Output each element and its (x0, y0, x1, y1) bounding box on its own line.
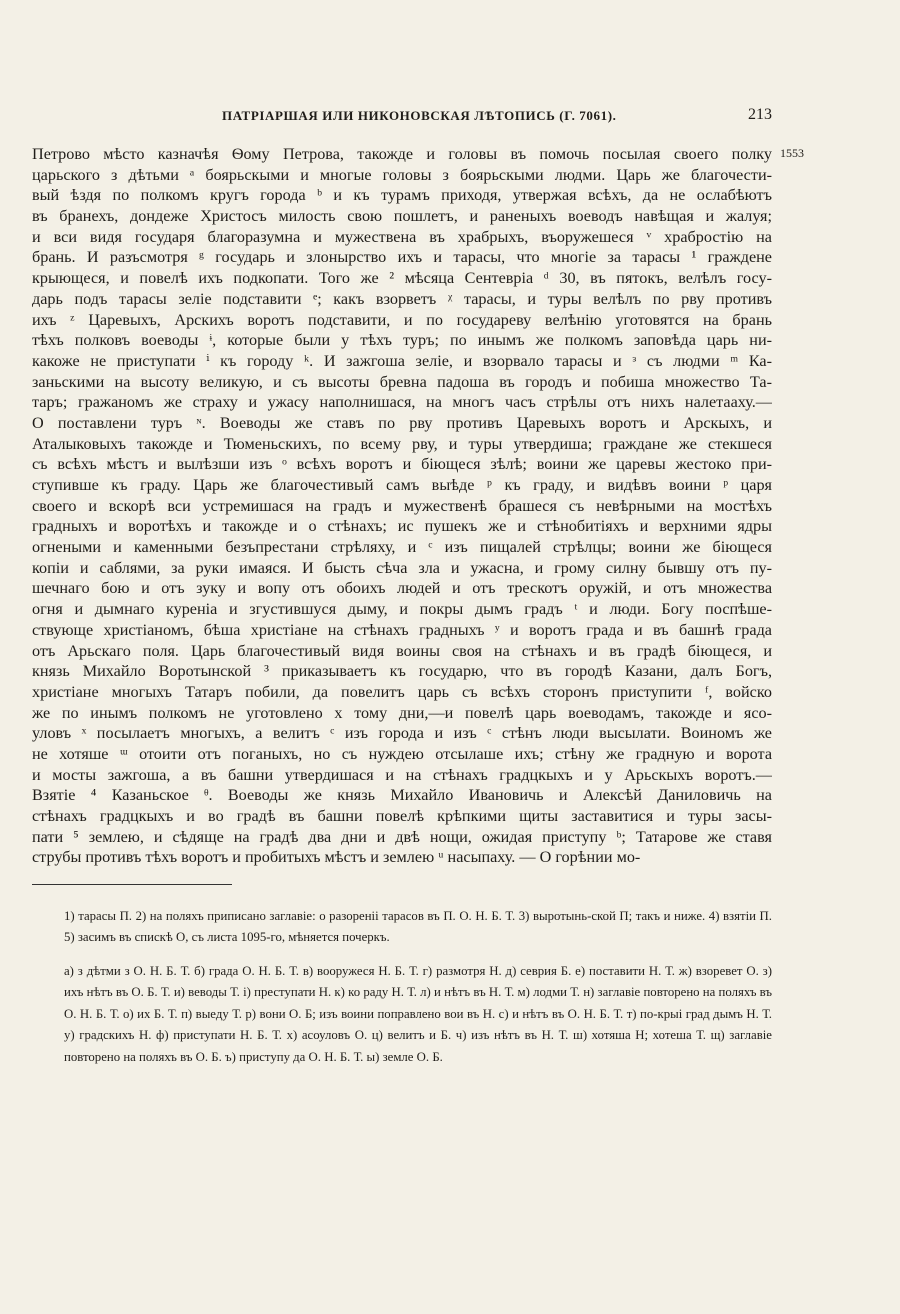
text-line: ствующе христіаномъ, бѣша христіане на стѣнахъ градныхъ ʸ и воротъ града и въ башнѣ града (32, 620, 772, 639)
text-line: О поставлени туръ ᶰ. Воеводы же ставъ по рву противъ Царевыхъ воротъ и Арскыхъ, и (32, 413, 772, 432)
text-line: христіане многыхъ Татаръ побили, да повелитъ царь съ всѣхъ сторонъ приступити ᶠ, войско (32, 682, 772, 701)
text-line: струбы противъ тѣхъ воротъ и пробитыхъ мѣстъ и землею ᵘ насыпаху. — О горѣнии мо- (32, 848, 641, 867)
variant-readings (64, 961, 772, 1068)
text-line: и мосты зажгоша, а въ башни утвердишася и на стѣнахъ градцкыхъ и у Арьскыхъ воротъ.— (32, 765, 772, 784)
text-line: ихъ ᶻ Царевыхъ, Арскихъ воротъ подставити, и по государеву велѣнію уготовятся на брань (32, 310, 772, 329)
text-line: князь Михайло Воротынской ³ приказываетъ къ государю, что въ городѣ Казани, далъ Богъ, (32, 662, 772, 681)
running-title: ПАТРІАРШАЯ ИЛИ НИКОНОВСКАЯ ЛѢТОПИСЬ (Г. 7061). (222, 108, 617, 123)
text-line: ступивше къ граду. Царь же благочестивый самъ выѣде ᵖ къ граду, и видѣвъ воини ᵖ царя (32, 476, 772, 494)
variants-text: а) з дѣтми з О. Н. Б. Т. б) града О. Н. Б. Т. в) вооружеся Н. Б. Т. г) размотря Н. д) севрия Б. е) поставити Н. Т. ж) взоревет О. з) ихъ нѣтъ въ О. Б. Т. и) веводы Т. і) преступати Н. к) ко раду Н. Т. л) и нѣтъ въ Н. Т. м) лодми Т. н) заглавіе повторено на поляхъ въ О. Н. Б. Т. о) их Б. Т. п) выеду Т. р) вони О. Б; изъ воини поправлено вои въ Н. с) и нѣтъ въ О. Н. Б. Т. т) по-крыі град дымъ Н. Т. у) градскихъ Н. ф) приступати Н. Б. Т. х) асоуловъ О. ц) велитъ и Б. ч) изъ нѣтъ въ Н. Т. ш) хотяша Н; хотеша Т. щ) заглавіе повторено на поляхъ въ О. Б. ъ) приступу да О. Н. Б. Т. ы) земле О. Б. (64, 964, 772, 1064)
page-header (32, 104, 772, 128)
margin-year: 1553 (780, 146, 804, 160)
text-line: царьского з дѣтьми ᵃ боярьскыми и многые головы з боярьскыми людми. Царь же благочести- (32, 165, 772, 184)
text-line: Взятіе ⁴ Казаньское ᶿ. Воеводы же князь Михайло Ивановичь и Алексѣй Даниловичь на (32, 786, 772, 805)
text-line: не хотяше ᵚ отоити отъ поганыхъ, но съ нуждею отсылаше ихъ; стѣну же градную и ворота (32, 744, 772, 763)
footnote-rule (32, 884, 232, 885)
text-line: съ всѣхъ мѣстъ и вылѣзши изъ ᵒ всѣхъ воротъ и біющеся зѣлѣ; воини же царевы жестоко при- (32, 455, 772, 474)
text-line: градныхъ и воротѣхъ и такожде и о стѣнахъ; ис пушекъ же и стѣнобитіяхъ и верхними ядры (32, 517, 772, 536)
text-line: огня и дымнаго куреніа и згустившуся дыму, и покры дымъ градъ ᵗ и люди. Богу поспѣше- (32, 600, 772, 619)
page-number: 213 (748, 106, 772, 123)
text-line: копіи и саблями, за руки имаяся. И бысть сѣча зла и ужасна, и грому силну бывшу отъ пу- (32, 558, 772, 577)
text-line: отъ Арьскаго поля. Царь благочестивый видя воины своя на стѣнахъ и въ градѣ біющеся, и (32, 641, 772, 660)
text-line: дарь подъ тарасы зеліе подставити ᵉ; какъ взорветъ ᵡ тарасы, и туры велѣлъ по рву противъ (32, 289, 772, 308)
text-line: крыющеся, и повелѣ ихъ подкопати. Того же ² мѣсяца Сентевріа ᵈ 30, въ пятокъ, велѣлъ госу- (32, 269, 772, 288)
text-line: стѣнахъ градцкыхъ и во градѣ въ башни повелѣ крѣпкими щиты заставитися и туры засы- (32, 807, 772, 825)
text-line: пати ⁵ землею, и сѣдяще на градѣ два дни и двѣ нощи, ожидая приступу ᵇ; Татарове же ставя (32, 827, 772, 846)
text-line: брань. И разъсмотря ᵍ государь и злонырство ихъ и тарасы, что многіе за тарасы ¹ граждене (32, 248, 772, 267)
text-line: же по инымъ полкомъ не уготовлено х тому дни,—и повелѣ царь воеводамъ, такожде и ясо- (32, 703, 772, 722)
footnotes (64, 906, 772, 948)
text-line: въ бранехъ, дондеже Христосъ милость свою пошлетъ, и раненыхъ воеводъ навѣщая и жалуя; (32, 207, 772, 226)
text-line: уловъ ˣ посылаетъ многыхъ, а велитъ ᶜ изъ города и изъ ᶜ стѣнъ люди высылати. Воиномъ же (32, 724, 772, 743)
text-line: какоже не приступати ⁱ къ городу ᵏ. И зажгоша зеліе, и взорвало тарасы и ᵌ съ людми ᵐ Ка- (32, 351, 772, 370)
text-line: Петрово мѣсто казначѣя Ѳому Петрова, такожде и головы въ помочь посылая своего полку (32, 145, 772, 163)
text-line: своего и вскорѣ вси устремишася на градъ и мужественѣ брашеся съ невѣрными на мостѣхъ (32, 496, 772, 515)
text-line: таръ; гражаномъ же страху и ужасу наполнишася, на многъ часъ стрѣлы отъ нихъ налетааху.— (32, 393, 772, 412)
text-line: Аталыковыхъ такожде и Тюменьскихъ, по всему рву, и туры утвердиша; граждане же стекшеся (32, 434, 772, 453)
text-line: заньскими на высоту великую, и съ высоты бревна падоша въ городъ и побиша множество Та- (32, 372, 772, 391)
chronicle-text (32, 144, 772, 868)
text-line: огнеными и каменными безъпрестани стрѣляху, и ᶜ изъ пищалей стрѣлцы; воини же біющеся (32, 538, 772, 557)
text-line: вый ѣздя по полкомъ кругъ города ᵇ и къ турамъ приходя, утвержая всѣхъ, да не ослабѣютъ (32, 186, 772, 205)
text-line: шечнаго бою и отъ зуку и вопу отъ обоихъ людей и отъ трескотъ оружій, и отъ множества (32, 579, 772, 598)
footnotes-text: 1) тарасы П. 2) на поляхъ приписано заглавіе: о разореніі тарасов въ П. О. Н. Б. Т. 3) выротынь-ской П; такъ и ниже. 4) взятіи П. 5) засимъ въ спискѣ О, съ листа 1095-го, мѣняется почеркъ. (64, 909, 772, 944)
text-line: тѣхъ полковъ воеводы ᶤ, которые были у тѣхъ туръ; по инымъ же полкомъ заповѣда царь ни- (32, 331, 772, 350)
text-line: и вси видя государя благоразумна и мужественa въ храбрыхъ, въоружешеся ᵛ храбростію на (32, 227, 772, 246)
